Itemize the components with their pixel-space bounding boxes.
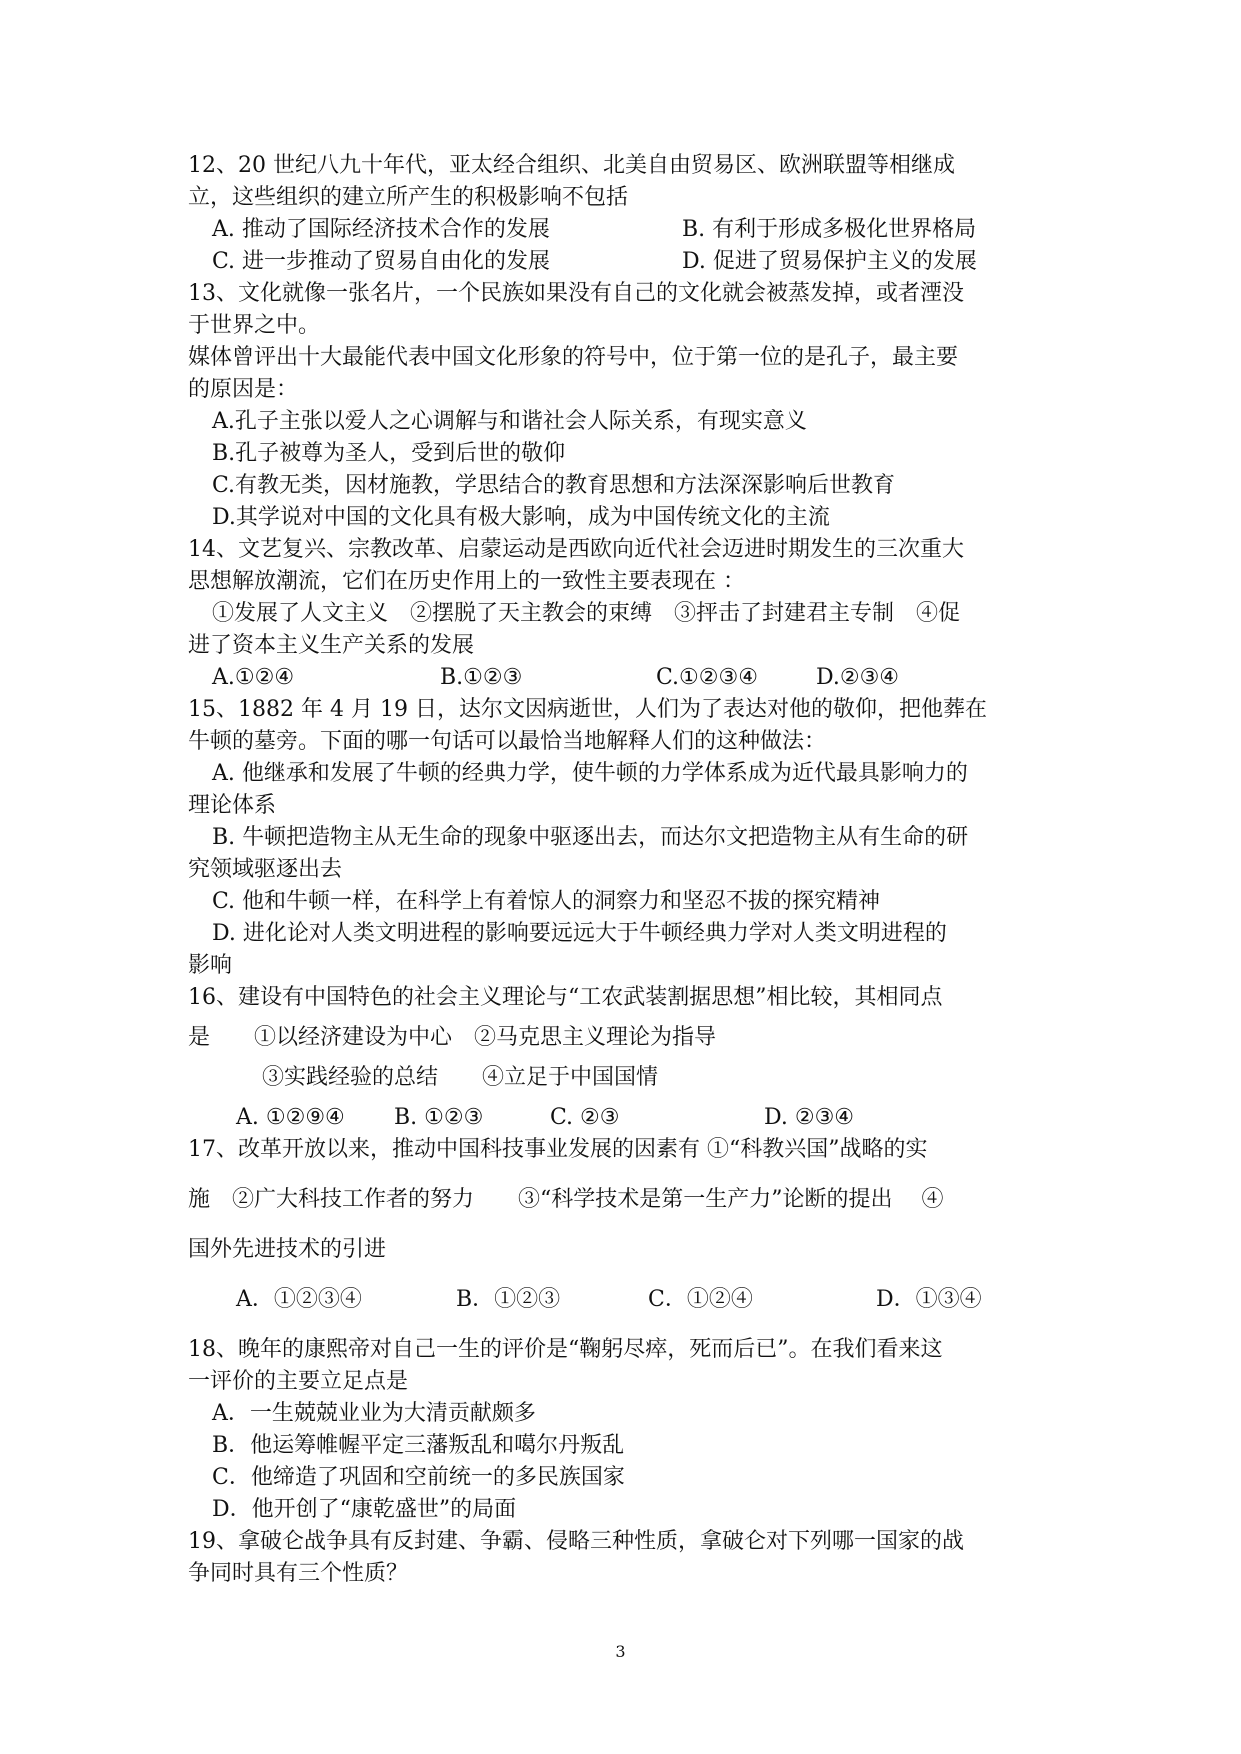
question-stem-line: ③实践经验的总结 ④立足于中国国情 xyxy=(262,1065,659,1090)
question-stem-line: 16、建设有中国特色的社会主义理论与“工农武装割据思想”相比较，其相同点 xyxy=(188,985,943,1010)
option-a: A. 他继承和发展了牛顿的经典力学，使牛顿的力学体系成为近代最具影响力的 xyxy=(212,761,968,786)
question-13 xyxy=(188,278,1068,534)
question-list xyxy=(188,150,1068,1590)
option-a: A.①②④ xyxy=(212,665,295,690)
option-d: D．①③④ xyxy=(876,1287,982,1312)
option-a: A.孔子主张以爱人之心调解与和谐社会人际关系，有现实意义 xyxy=(212,409,807,434)
option-d-continued: 影响 xyxy=(188,953,233,978)
question-stem-line: 一评价的主要立足点是 xyxy=(188,1369,409,1394)
option-b: B．①②③ xyxy=(456,1287,561,1312)
option-c: C. 他和牛顿一样，在科学上有着惊人的洞察力和坚忍不拔的探究精神 xyxy=(212,889,881,914)
option-d: D.②③④ xyxy=(816,665,900,690)
option-b: B. 有利于形成多极化世界格局 xyxy=(682,217,977,242)
question-15 xyxy=(188,694,1068,982)
option-b: B.①②③ xyxy=(440,665,523,690)
question-12 xyxy=(188,150,1068,278)
option-c: C.①②③④ xyxy=(656,665,758,690)
question-stem-line: 18、晚年的康熙帝对自己一生的评价是“鞠躬尽瘁，死而后已”。在我们看来这 xyxy=(188,1337,943,1362)
question-stem-line: 进了资本主义生产关系的发展 xyxy=(188,633,475,658)
option-row xyxy=(188,1102,1068,1134)
option-b: B.孔子被尊为圣人，受到后世的敬仰 xyxy=(212,441,566,466)
question-stem-line: 15、1882 年 4 月 19 日，达尔文因病逝世，人们为了表达对他的敬仰，把他葬在 xyxy=(188,697,987,722)
option-d: D. 促进了贸易保护主义的发展 xyxy=(682,249,977,274)
question-stem-line: 媒体曾评出十大最能代表中国文化形象的符号中，位于第一位的是孔子，最主要 xyxy=(188,345,959,370)
question-stem-line: 牛顿的墓旁。下面的哪一句话可以最恰当地解释人们的这种做法： xyxy=(188,729,827,754)
option-c: C．①②④ xyxy=(648,1287,753,1312)
option-a: A．①②③④ xyxy=(236,1287,362,1312)
question-19 xyxy=(188,1526,1068,1590)
option-b: B．他运筹帷幄平定三藩叛乱和噶尔丹叛乱 xyxy=(212,1433,625,1458)
option-a-continued: 理论体系 xyxy=(188,793,277,818)
question-18 xyxy=(188,1334,1068,1526)
question-stem-line: 19、拿破仑战争具有反封建、争霸、侵略三种性质，拿破仑对下列哪一国家的战 xyxy=(188,1529,964,1554)
option-c: C.有教无类，因材施教，学思结合的教育思想和方法深深影响后世教育 xyxy=(212,473,896,498)
option-a: A. 推动了国际经济技术合作的发展 xyxy=(212,217,550,242)
option-row xyxy=(188,1284,1068,1316)
option-a: A．一生兢兢业业为大清贡献颇多 xyxy=(212,1401,536,1426)
question-stem-line: 思想解放潮流，它们在历史作用上的一致性主要表现在 ： xyxy=(188,569,745,594)
question-stem-line: 13、文化就像一张名片，一个民族如果没有自己的文化就会被蒸发掉，或者湮没 xyxy=(188,281,964,306)
question-stem-line: 于世界之中。 xyxy=(188,313,321,338)
question-stem-line: ①发展了人文主义 ②摆脱了天主教会的束缚 ③抨击了封建君主专制 ④促 xyxy=(212,601,961,626)
question-stem-line: 争同时具有三个性质？ xyxy=(188,1561,409,1586)
question-stem-line: 12、20 世纪八九十年代，亚太经合组织、北美自由贸易区、欧洲联盟等相继成 xyxy=(188,153,955,178)
option-b: B. ①②③ xyxy=(394,1105,484,1130)
option-c: C. 进一步推动了贸易自由化的发展 xyxy=(212,249,551,274)
option-row xyxy=(188,662,1068,694)
question-stem-line: 14、文艺复兴、宗教改革、启蒙运动是西欧向近代社会迈进时期发生的三次重大 xyxy=(188,537,964,562)
option-d: D．他开创了“康乾盛世”的局面 xyxy=(212,1497,517,1522)
option-b-continued: 究领域驱逐出去 xyxy=(188,857,343,882)
question-stem-line: 立，这些组织的建立所产生的积极影响不包括 xyxy=(188,185,629,210)
option-d: D.其学说对中国的文化具有极大影响，成为中国传统文化的主流 xyxy=(212,505,830,530)
question-14 xyxy=(188,534,1068,694)
option-row xyxy=(188,214,1068,246)
option-c: C. ②③ xyxy=(550,1105,620,1130)
page-number: 3 xyxy=(615,1642,626,1661)
question-stem-line: 17、改革开放以来，推动中国科技事业发展的因素有 ①“科教兴国”战略的实 xyxy=(188,1137,928,1162)
question-stem-line: 施 ②广大科技工作者的努力 ③“科学技术是第一生产力”论断的提出 ④ xyxy=(188,1187,944,1212)
question-stem-line: 是 ①以经济建设为中心 ②马克思主义理论为指导 xyxy=(188,1025,717,1050)
option-row xyxy=(188,246,1068,278)
option-c: C．他缔造了巩固和空前统一的多民族国家 xyxy=(212,1465,625,1490)
question-stem-line: 的原因是： xyxy=(188,377,299,402)
question-16 xyxy=(188,982,1068,1134)
question-17 xyxy=(188,1134,1068,1334)
question-stem-line: 国外先进技术的引进 xyxy=(188,1237,387,1262)
option-a: A. ①②⑨④ xyxy=(236,1105,345,1130)
option-d: D. 进化论对人类文明进程的影响要远远大于牛顿经典力学对人类文明进程的 xyxy=(212,921,947,946)
option-d: D. ②③④ xyxy=(764,1105,855,1130)
option-b: B. 牛顿把造物主从无生命的现象中驱逐出去，而达尔文把造物主从有生命的研 xyxy=(212,825,969,850)
